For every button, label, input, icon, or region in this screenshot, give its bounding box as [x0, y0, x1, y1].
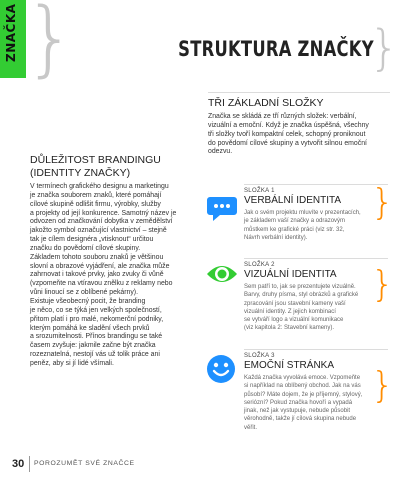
right-column	[208, 92, 390, 157]
left-column	[30, 154, 192, 369]
running-footer: POROZUMĚT SVÉ ZNAČCE	[34, 460, 135, 467]
component-label: SLOŽKA 2	[244, 262, 275, 268]
orange-bracket: }	[371, 182, 394, 223]
component-emotional	[208, 349, 394, 432]
footer-divider	[29, 456, 30, 472]
eye-icon	[206, 262, 238, 291]
component-label: SLOŽKA 1	[244, 188, 275, 194]
speech-bubble-icon	[206, 194, 238, 229]
smiley-icon	[206, 354, 236, 389]
component-description: Každá značka vyvolává emoce. Vzpomeňte si například na oblíbený obchod. Jak na vás působí? Máte dojem, že je příjemný, stylový, seriózní? Pokud značka hovoří a vypadá jinak, než jak vystupuje, nebude působit věrohodně, takže jí cílová skupina nebude věřit.	[244, 375, 363, 431]
orange-bracket: }	[371, 264, 394, 305]
right-intro: Značka se skládá ze tří různých složek: verbální, vizuální a emoční. Když je značka úspěšná, všechny tři složky tvoří kompaktní celek, schopný proniknout do povědomí cílové skupiny a vytvořit silnou emoční odezvu.	[208, 113, 369, 156]
component-title: VERBÁLNÍ IDENTITA	[244, 195, 342, 206]
right-heading: TŘI ZÁKLADNÍ SLOŽKY	[208, 92, 390, 110]
page-number: 30	[12, 458, 25, 470]
orange-bracket: }	[371, 365, 394, 406]
component-title: VIZUÁLNÍ IDENTITA	[244, 269, 337, 280]
section-tab-label: ZNAČKA	[4, 3, 18, 62]
component-visual	[208, 258, 394, 333]
decorative-brace-left: }	[24, 0, 77, 86]
component-verbal	[208, 182, 394, 242]
page-title: STRUKTURA ZNAČKY	[178, 37, 374, 61]
left-heading: DŮLEŽITOST BRANDINGU (IDENTITY ZNAČKY)	[30, 154, 161, 179]
component-description: Sem patří to, jak se prezentujete vizuálně. Barvy, druhy písma, styl obrázků a grafické zpracování jsou stavební kameny vaší vizuální identity. Z jejich kombinací se vytváří logo a vizuální komunikace (viz kapitola 2: Stavební kameny).	[244, 284, 359, 332]
left-body: V termínech grafického designu a marketingu je značka souborem znaků, které pomáhají cílové skupině odlišit firmu, výrobky, služby a projekty od její konkurence. Samotný název je odvozen od značkování dobytka v zemědělství jakožto symbol označující vlastnictví – stejně tak je cílem designéra „vtisknout“ určitou značku do povědomí cílové skupiny. Základem tohoto souboru znaků je většinou slovní a obrazové vyjádření, ale značka může zahrnovat i takové prvky, jako zvuky či vůně (vzpomeňte na vtíravou znělku z reklamy nebo vůni linoucí se z oblíbené pekárny). Existuje všeobecný pocit, že branding je něco, co se týká jen velkých společností, přitom platí i pro malé, nekomerční podniky, kterým pomáhá ke sladění všech prvků a srozumitelnosti. Přínos brandingu se také časem zvyšuje: jakmile začne být značka rozeznatelná, nestojí vás už tolik práce ani peněz, aby si jí lidé všímali.	[30, 183, 177, 367]
component-description: Jak o svém projektu mluvíte v prezentacích, je základem vaší značky a odrazovým můstkem ke grafické práci (viz str. 32, Návrh verbální identity).	[244, 210, 361, 241]
component-label: SLOŽKA 3	[244, 353, 275, 359]
section-tab	[0, 0, 26, 78]
decorative-brace-right: }	[369, 20, 400, 76]
component-title: EMOČNÍ STRÁNKA	[244, 360, 335, 371]
